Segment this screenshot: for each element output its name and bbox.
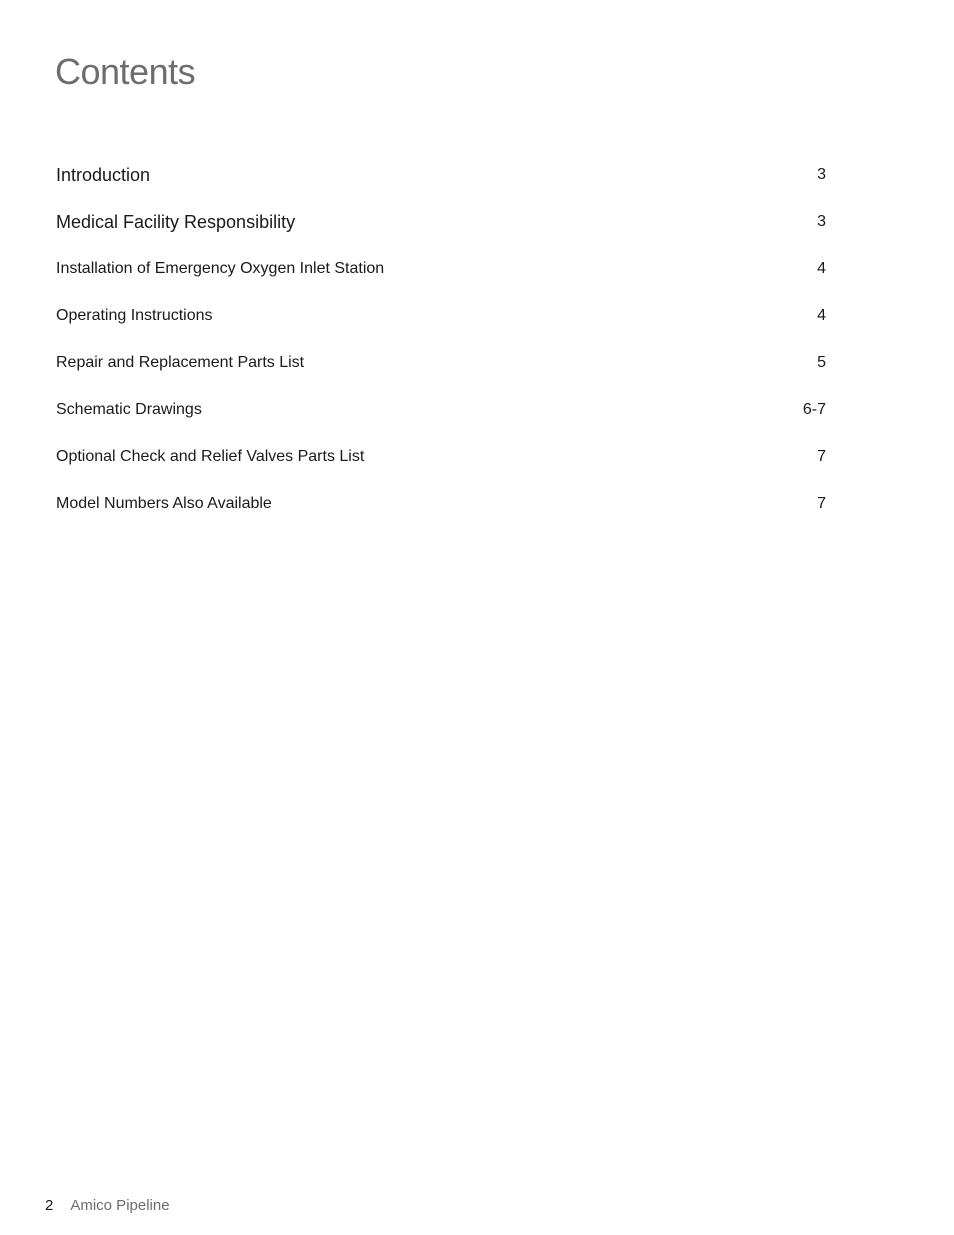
toc-entry-label: Operating Instructions	[56, 307, 213, 325]
toc-entry-page: 3	[817, 213, 826, 231]
footer-brand: Amico Pipeline	[70, 1197, 170, 1214]
toc-entry-installation[interactable]	[56, 246, 826, 293]
toc-entry-repair-parts-list[interactable]	[56, 340, 826, 387]
toc-entry-label: Optional Check and Relief Valves Parts List	[56, 447, 365, 465]
toc-entry-label: Repair and Replacement Parts List	[56, 354, 305, 371]
toc-entry-page: 5	[817, 354, 826, 371]
toc-entry-label: Medical Facility Responsibility	[56, 211, 296, 232]
toc-entry-label: Model Numbers Also Available	[56, 494, 272, 512]
footer-page-number: 2	[45, 1197, 54, 1214]
toc-entry-label: Installation of Emergency Oxygen Inlet Station	[56, 260, 385, 278]
toc-entry-page: 4	[817, 260, 826, 278]
toc-entry-page: 7	[817, 447, 826, 465]
toc-entry-medical-facility-responsibility[interactable]	[56, 199, 826, 246]
toc-entry-page: 4	[817, 307, 826, 325]
toc-entry-page: 6-7	[802, 400, 826, 418]
toc-entry-page: 3	[817, 166, 826, 184]
table-of-contents	[56, 152, 826, 527]
page-footer	[45, 1196, 170, 1216]
toc-entry-operating-instructions[interactable]	[56, 293, 826, 340]
toc-entry-model-numbers[interactable]	[56, 480, 826, 527]
toc-entry-introduction[interactable]	[56, 152, 826, 199]
page-title: Contents	[55, 51, 196, 92]
toc-entry-check-relief-valves[interactable]	[56, 433, 826, 480]
toc-entry-schematic-drawings[interactable]	[56, 386, 826, 433]
toc-entry-label: Introduction	[56, 164, 151, 185]
toc-entry-page: 7	[817, 494, 826, 512]
toc-entry-label: Schematic Drawings	[56, 400, 202, 418]
